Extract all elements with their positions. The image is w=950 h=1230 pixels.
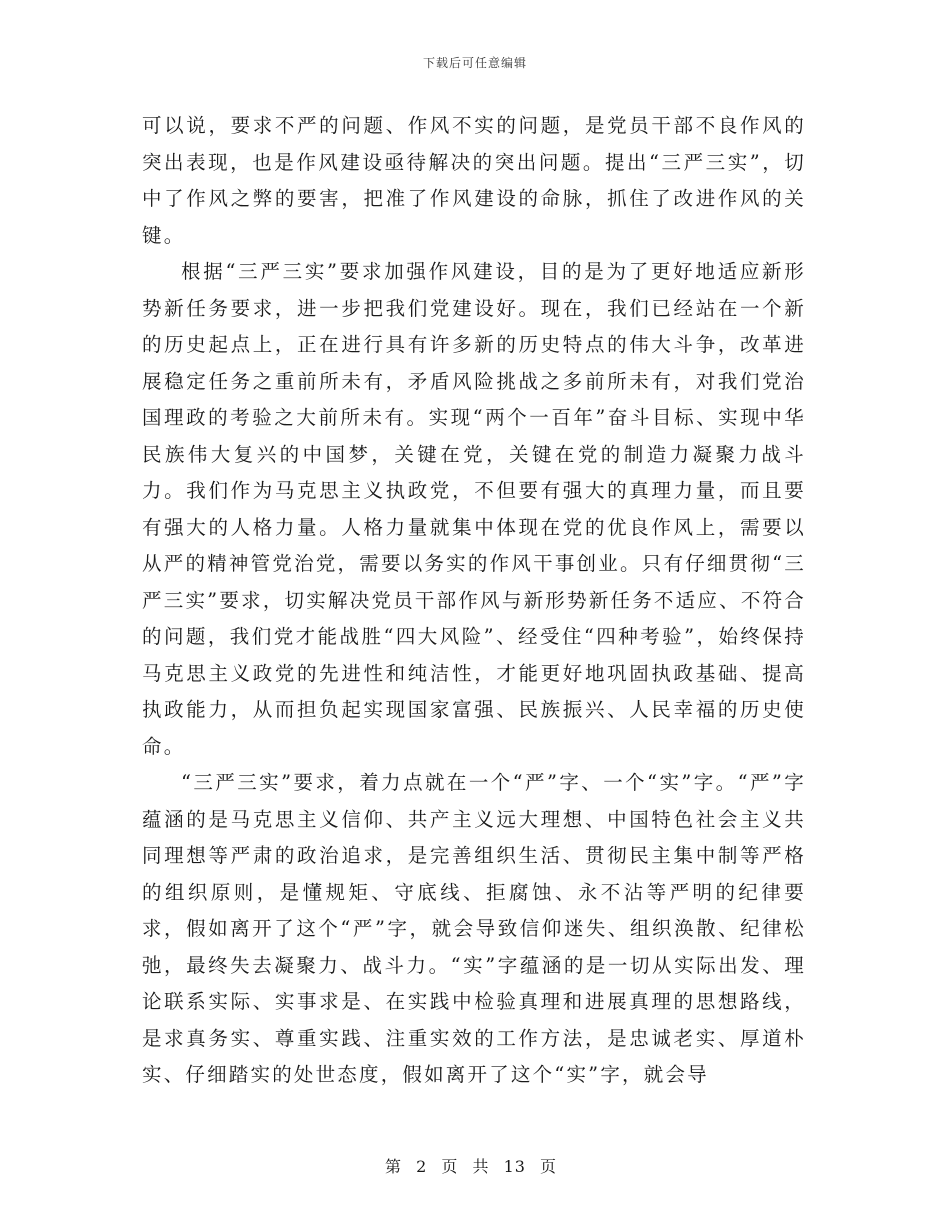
current-page-number: 2 — [416, 1157, 428, 1176]
footer-mid: 页 — [441, 1157, 459, 1176]
paragraph-2: 根据“三严三实”要求加强作风建设，目的是为了更好地适应新形势新任务要求，进一步把我们党建设好。现在，我们已经站在一个新的历史起点上，正在进行具有许多新的历史特点的伟大斗争，改革进展稳定任务之重前所未有，矛盾风险挑战之多前所未有，对我们党治国理政的考验之大前所未有。实现“两个一百年”奋斗目标、实现中华民族伟大复兴的中国梦，关键在党，关键在党的制造力凝聚力战斗力。我们作为马克思主义执政党，不但要有强大的真理力量，而且要有强大的人格力量。人格力量就集中体现在党的优良作风上，需要以从严的精神管党治党，需要以务实的作风干事创业。只有仔细贯彻“三严三实”要求，切实解决党员干部作风与新形势新任务不适应、不符合的问题，我们党才能战胜“四大风险”、经受住“四种考验”，始终保持马克思主义政党的先进性和纯洁性，才能更好地巩固执政基础、提高执政能力，从而担负起实现国家富强、民族振兴、人民幸福的历史使命。 — [142, 260, 806, 758]
paragraph-1: 可以说，要求不严的问题、作风不实的问题，是党员干部不良作风的突出表现，也是作风建设亟待解决的突出问题。提出“三严三实”，切中了作风之弊的要害，把准了作风建设的命脉，抓住了改进作风的关键。 — [142, 114, 806, 247]
total-page-count: 13 — [503, 1157, 526, 1176]
footer-suffix: 页 — [540, 1157, 558, 1176]
paragraph-3: “三严三实”要求，着力点就在一个“严”字、一个“实”字。“严”字蕴涵的是马克思主义信仰、共产主义远大理想、中国特色社会主义共同理想等严肃的政治追求，是完善组织生活、贯彻民主集中制等严格的组织原则，是懂规矩、守底线、拒腐蚀、永不沾等严明的纪律要求，假如离开了这个“严”字，就会导致信仰迷失、组织涣散、纪律松弛，最终失去凝聚力、战斗力。“实”字蕴涵的是一切从实际出发、理论联系实际、实事求是、在实践中检验真理和进展真理的思想路线，是求真务实、尊重实践、注重实效的工作方法，是忠诚老实、厚道朴实、仔细踏实的处世态度，假如离开了这个“实”字，就会导 — [142, 771, 806, 1086]
footer-total-label: 共 — [472, 1157, 490, 1176]
footer-prefix: 第 — [384, 1157, 402, 1176]
document-body — [142, 108, 806, 1094]
page-number-footer — [0, 1154, 950, 1177]
page-header-note: 下载后可任意编辑 — [422, 56, 527, 70]
